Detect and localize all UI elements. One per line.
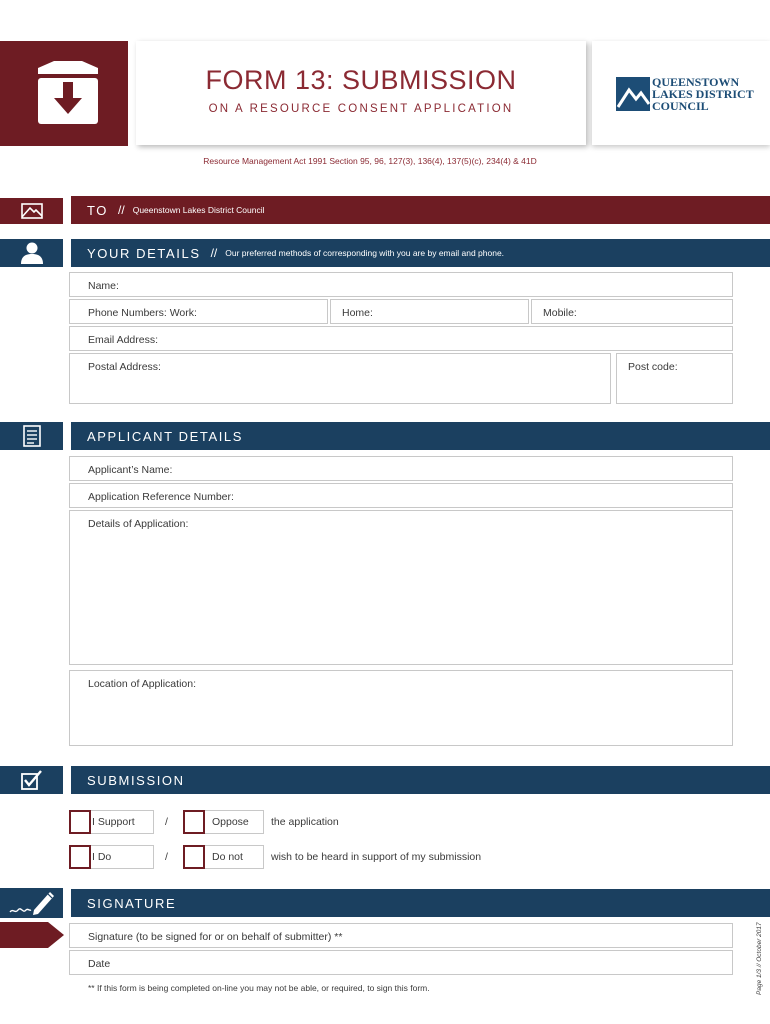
logo-line: COUNCIL (652, 99, 709, 113)
logo-text (652, 76, 754, 112)
document-icon (23, 425, 41, 447)
row1-suffix: the application (271, 816, 339, 828)
row2-suffix: wish to be heard in support of my submission (271, 851, 482, 863)
signature-arrow-icon (0, 922, 64, 948)
email-label: Email Address: (88, 334, 159, 346)
logo-line: LAKES DISTRICT (652, 87, 754, 101)
oppose-label: Oppose (212, 816, 249, 828)
title-card (136, 41, 586, 145)
submission-title: SUBMISSION (87, 772, 185, 788)
council-logo (592, 41, 770, 145)
to-separator: // (118, 203, 125, 217)
act-reference: Resource Management Act 1991 Section 95, 96, 127(3), 136(4), 137(5)(c), 234(4) & 41D (203, 156, 537, 166)
name-label: Name: (88, 280, 119, 292)
name-field[interactable] (69, 272, 733, 297)
applicant-details-bar (71, 422, 770, 450)
phone-mobile-label: Mobile: (543, 307, 577, 319)
submission-bar (71, 766, 770, 794)
reference-number-label: Application Reference Number: (88, 491, 234, 503)
application-location-label: Location of Application: (88, 678, 196, 690)
application-details-label: Details of Application: (88, 518, 189, 530)
signature-side-panel (0, 888, 63, 918)
header-icon-panel (0, 41, 128, 146)
signature-bar (71, 889, 770, 917)
postal-address-label: Postal Address: (88, 361, 161, 373)
applicant-name-field[interactable] (69, 456, 733, 481)
date-field[interactable] (69, 950, 733, 975)
reference-number-field[interactable] (69, 483, 733, 508)
person-icon (20, 242, 44, 264)
phone-work-label: Phone Numbers: Work: (88, 307, 197, 319)
to-side-panel (0, 198, 63, 224)
do-checkbox[interactable] (69, 845, 91, 869)
logo-line: QUEENSTOWN (652, 75, 740, 89)
submission-side-panel (0, 766, 63, 794)
page-number: Page 1/3 // October 2017 (756, 922, 763, 995)
details-side-panel (0, 239, 63, 267)
signature-label: Signature (to be signed for or on behalf of submitter) ** (88, 931, 343, 943)
signature-title: SIGNATURE (87, 895, 177, 911)
postal-address-field[interactable] (69, 353, 611, 404)
do-label: I Do (92, 851, 112, 863)
phone-mobile-field[interactable] (531, 299, 733, 324)
applicant-side-panel (0, 422, 63, 450)
postcode-field[interactable] (616, 353, 733, 404)
do-not-checkbox[interactable] (183, 845, 205, 869)
page-title: FORM 13: SUBMISSION (205, 65, 517, 95)
signature-footnote: ** If this form is being completed on-line you may not be able, or required, to sign this form. (88, 983, 430, 993)
pen-signature-icon (8, 890, 56, 916)
page-subtitle: ON A RESOURCE CONSENT APPLICATION (208, 103, 514, 115)
to-recipient: Queenstown Lakes District Council (132, 205, 265, 215)
mountain-envelope-icon (21, 203, 43, 219)
row1-separator: / (165, 816, 168, 828)
your-details-separator: // (210, 246, 218, 260)
oppose-checkbox[interactable] (183, 810, 205, 834)
your-details-note: Our preferred methods of corresponding with you are by email and phone. (225, 248, 505, 258)
email-field[interactable] (69, 326, 733, 351)
your-details-bar (71, 239, 770, 267)
signature-field[interactable] (69, 923, 733, 948)
your-details-title: YOUR DETAILS (87, 245, 201, 261)
support-label: I Support (92, 816, 135, 828)
row2-separator: / (165, 851, 168, 863)
mountain-logo-icon (616, 77, 650, 111)
applicant-name-label: Applicant’s Name: (88, 464, 173, 476)
phone-home-label: Home: (342, 307, 373, 319)
download-box-icon (34, 60, 102, 126)
application-details-field[interactable] (69, 510, 733, 665)
phone-home-field[interactable] (330, 299, 529, 324)
applicant-details-title: APPLICANT DETAILS (87, 428, 244, 444)
phone-work-field[interactable] (69, 299, 328, 324)
date-label: Date (88, 958, 111, 970)
to-title: TO (87, 202, 109, 218)
application-location-field[interactable] (69, 670, 733, 746)
support-checkbox[interactable] (69, 810, 91, 834)
checkbox-icon (21, 770, 43, 790)
postcode-label: Post code: (628, 361, 678, 373)
to-bar (71, 196, 770, 224)
do-not-label: Do not (212, 851, 243, 863)
